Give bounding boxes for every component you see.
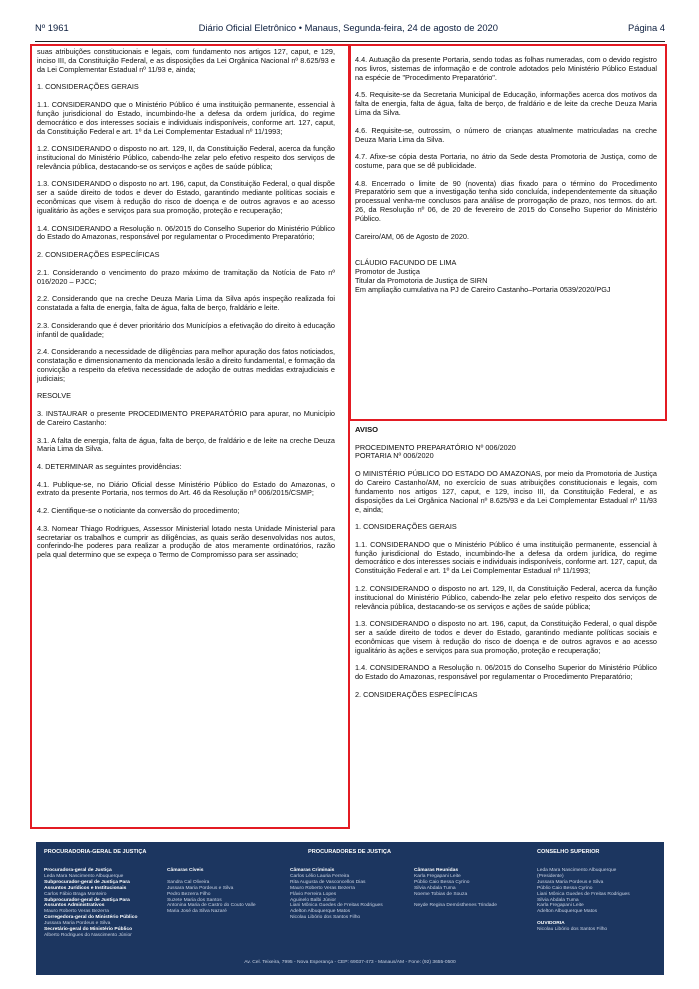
footer-list-camaras-civeis (167, 868, 287, 915)
footer-line: Adelton Albuquerque Matos (537, 909, 598, 915)
paragraph: 4.8. Encerrado o limite de 90 (noventa) dias fixado para o término do Procedimento Preparatório sem que a investigação tenha sido concluída, independentemente da situação processual venha-me conclusos para análise de prorrogação de prazo, nos termos. do art. 26, da Resolução nº 06, de 20 de fevereiro de 2015 do Conselho Superior do Ministério Público. (355, 178, 657, 223)
paragraph: 1.3. CONSIDERANDO o disposto no art. 196, caput, da Constituição Federal, o qual dispõe ser a saúde direito de todos e dever do Estado, garantindo mediante políticas sociais e econômicas que visem à redução do risco de doença e de outros agravos e ao acesso igualitário às ações e serviços para sua promoção, proteção e recuperação; (37, 179, 335, 215)
footer-line: Mauro Roberto Veras Bezerra (290, 885, 355, 891)
paragraph: 2.2. Considerando que na creche Deuza Maria Lima da Silva após inspeção realizada foi constatada a falta de energia, falta de água, falta de berço, fraldário e leite. (37, 294, 335, 313)
section-heading: 2. CONSIDERAÇÕES ESPECÍFICAS (37, 250, 160, 260)
signatory-title: Titular da Promotoria de Justiça de SIRN (355, 275, 488, 285)
footer-list-conselho (537, 868, 661, 933)
footer-line: Assuntos Administrativos (44, 903, 105, 909)
footer-line: Jussara Maria Pordeus e Silva (44, 921, 111, 927)
paragraph: 2.1. Considerando o vencimento do prazo máximo de tramitação da Notícia de Fato nº 016/2020 – PJCC; (37, 267, 335, 286)
footer-line: Silvia Abdala Tuma (414, 885, 456, 891)
footer-line: Corregedora-geral do Ministério Público (44, 915, 138, 921)
date-place: Careiro/AM, 06 de Agosto de 2020. (355, 231, 469, 241)
footer-line: Antonina Maria de Castro do Couto Valle (167, 903, 256, 909)
footer-line: OUVIDORIA (537, 921, 565, 927)
paragraph: 1.3. CONSIDERANDO o disposto no art. 196, caput, da Constituição Federal, o qual dispõe ser a saúde direito de todos e dever do Estado, garantindo mediante políticas sociais e econômicas que visem à redução do risco de doença e de outros agravos e ao acesso igualitário às ações e serviços para sua promoção, proteção e recuperação; (355, 619, 657, 655)
signatory-role: Promotor de Justiça (355, 266, 420, 276)
right-column-bottom (355, 426, 657, 709)
left-column (37, 48, 335, 569)
paragraph: 1.4. CONSIDERANDO a Resolução n. 06/2015 do Conselho Superior do Ministério Público do Estado do Amazonas, responsável por regulamentar o Procedimento Preparatório; (37, 223, 335, 242)
section-heading: RESOLVE (37, 391, 71, 401)
right-column-top (355, 56, 657, 294)
paragraph: O MINISTÉRIO PÚBLICO DO ESTADO DO AMAZONAS, por meio da Promotoria de Justiça do Careiro Castanho/AM, no exercício de suas atribuições constitucionais e legais, com fundamento nos artigos 127, caput, e 129, inciso III, da Constituição Federal, e as disposições da Lei Orgânica Nacional nº 8.625/93 e da Lei Complementar Estadual nº 11/93 e, ainda; (355, 469, 657, 514)
portaria-number: PORTARIA Nº 006/2020 (355, 451, 434, 461)
footer-line: Públio Caio Bessa Cyrino (414, 879, 470, 885)
footer-heading-procuradores: PROCURADORES DE JUSTIÇA (308, 849, 391, 855)
footer-line: Nicolau Libório dos Santos Filho (290, 915, 361, 921)
footer-line: Câmaras Reunidas (414, 868, 459, 873)
footer-line: Maria José da Silva Nazaré (167, 909, 227, 915)
footer-line: Carlos Lélio Lauria Ferreira (290, 873, 350, 879)
footer-line: Assuntos Jurídicos e Institucionais (44, 885, 127, 891)
paragraph: 1.2. CONSIDERANDO o disposto no art. 129, II, da Constituição Federal, acerca da função institucional do Ministério Público, cabendo-lhe zelar pelo efetivo respeito dos serviços de relevância pública, destacando-se os serviços e ações de saúde pública; (37, 144, 335, 171)
paragraph: 1.1. CONSIDERANDO que o Ministério Público é uma instituição permanente, essencial à função jurisdicional do Estado, incumbindo-lhe a defesa da ordem jurídica, do regime democrático e dos interesses sociais e individuais indisponíveis, conforme art. 127, caput, da Constituição Federal e art. 1º da Lei Complementar Estadual nº 11/1993; (355, 539, 657, 576)
journal-title: Diário Oficial Eletrônico • Manaus, Segunda-feira, 24 de agosto de 2020 (198, 22, 498, 33)
footer-line: Aguinelo Balbi Júnior (290, 897, 336, 903)
paragraph: suas atribuições constitucionais e legais, com fundamento nos artigos 127, caput, e 129, inciso III, da Constituição Federal, e as disposições da Lei Orgânica Nacional nº 8.625/93 e da Lei Complementar Estadual nº 11/93 e, ainda; (37, 47, 335, 74)
footer-line: Liani Mônica Guedes de Freitas Rodrigues (290, 903, 383, 909)
footer-line: Jussara Maria Pordeus e Silva (167, 885, 234, 891)
footer-line: Leda Mara Nascimento Albuquerque (537, 868, 617, 873)
paragraph: 4.2. Cientifique-se o noticiante da conversão do procedimento; (37, 506, 240, 516)
footer-line: Pedro Bezerra Filho (167, 891, 211, 897)
footer-line: Silvia Abdala Tuma (537, 897, 579, 903)
footer-line: Sandra Cal Oliveira (167, 879, 210, 885)
page-number: Página 4 (627, 22, 665, 33)
footer-heading-pgj: PROCURADORIA-GERAL DE JUSTIÇA (44, 849, 147, 855)
page-header (35, 22, 665, 42)
footer-line: Subprocurador-geral de Justiça Para (44, 879, 130, 885)
footer-line: Liani Mônica Guedes de Freitas Rodrigues (537, 891, 630, 897)
footer-line: Câmaras Cíveis (167, 868, 204, 873)
paragraph: 4.3. Nomear Thiago Rodrigues, Assessor Ministerial lotado nesta Unidade Ministerial para secretariar os trabalhos e cumprir as diligências, as quais serão desenvolvidas nos autos, conferindo-lhe poderes para realizar a produção de atos meramente ordinatórios, razão pela qual determino que se expeça o Termo de Compromisso para ser assinado; (37, 523, 335, 560)
paragraph: 4.1. Publique-se, no Diário Oficial desse Ministério Público do Estado do Amazonas, o extrato da presente Portaria, nos termos do Art. 46 da Resolução nº 006/2015/CSMP; (37, 479, 335, 498)
footer-line: Rita Augusta de Vasconcellos Dias (290, 879, 366, 885)
issue-number: Nº 1961 (35, 22, 69, 33)
signature-block (355, 259, 657, 294)
procedure-heading (355, 444, 657, 462)
footer-line: Públio Caio Bessa Cyrino (537, 885, 593, 891)
paragraph: 3.1. A falta de energia, falta de água, falta de berço, de fraldário e de leite na creche Deuza Maria Lima da Silva. (37, 435, 335, 454)
footer-list-camaras-criminais (290, 868, 414, 921)
footer-list-camaras-reunidas (414, 868, 534, 909)
footer-line: Carlos Fábio Braga Monteiro (44, 891, 107, 897)
paragraph: 2.4. Considerando a necessidade de diligências para melhor apuração dos fatos noticiados, constatação e dimensionamento da mencionada lesão a direito fundamental, e formação da convicção a respeito da efetiva necessidade de adoção de outras medidas extrajudiciais e judiciais; (37, 347, 335, 383)
aviso-heading: AVISO (355, 425, 379, 434)
signatory-appointment: Em ampliação cumulativa na PJ de Careiro Castanho–Portaria 0539/2020/PGJ (355, 284, 611, 294)
procedure-number: PROCEDIMENTO PREPARATÓRIO Nº 006/2020 (355, 442, 516, 452)
footer-line: Alberto Rodrigues do Nascimento Júnior (44, 932, 132, 938)
section-heading: 1. CONSIDERAÇÕES GERAIS (37, 82, 139, 92)
paragraph: 1.2. CONSIDERANDO o disposto no art. 129, II, da Constituição Federal, acerca da função institucional do Ministério Público, cabendo-lhe zelar pelo efetivo respeito dos serviços de relevância pública, destacando-se os serviços e ações de saúde pública; (355, 583, 657, 611)
footer-line: Nicolau Libório dos Santos Filho (537, 927, 608, 933)
paragraph: 4.6. Requisite-se, outrossim, o número de crianças atualmente matriculadas na creche Deuza Maria Lima da Silva. (355, 125, 657, 144)
footer-line: Secretário-geral do Ministério Público (44, 927, 133, 933)
footer-list-pgj (44, 868, 164, 939)
paragraph: 1.1. CONSIDERANDO que o Ministério Público é uma instituição permanente, essencial à função jurisdicional do Estado, incumbindo-lhe a defesa da ordem jurídica, do regime democrático e dos interesses sociais e individuais indisponíveis, conforme art. 127, caput, da Constituição Federal e art. 1º da Lei Complementar Estadual nº 11/1993; (37, 99, 335, 136)
signatory-name: CLÁUDIO FACUNDO DE LIMA (355, 258, 457, 268)
footer-panel (36, 842, 664, 975)
footer-heading-conselho: CONSELHO SUPERIOR (537, 849, 600, 855)
footer-line: (Presidente) (537, 873, 564, 879)
footer-line: Adelton Albuquerque Matos (290, 909, 351, 915)
paragraph: 4. DETERMINAR as seguintes providências: (37, 462, 182, 471)
footer-line: Câmaras Criminais (290, 868, 335, 873)
paragraph: 1.4. CONSIDERANDO a Resolução n. 06/2015 do Conselho Superior do Ministério Público do Estado do Amazonas, responsável por regulamentar o Procedimento Preparatório; (355, 663, 657, 682)
footer-line: Jussara Maria Pordeus e Silva (537, 879, 604, 885)
footer-line: Procuradora-geral de Justiça (44, 868, 112, 873)
footer-line: Noeme Tobias de Souza (414, 891, 468, 897)
footer-line: Neyde Regina Demósthenes Trindade (414, 903, 497, 909)
section-heading: 1. CONSIDERAÇÕES GERAIS (355, 522, 457, 532)
paragraph: 4.4. Autuação da presente Portaria, sendo todas as folhas numeradas, com o devido registro nos livros, sistemas de informação e de controle adotados pelo Ministério Público Estadual na espécie de "Procedimento Preparatório". (355, 55, 657, 82)
footer-line: Flávio Ferreira Lopes (290, 891, 337, 897)
footer-line: Mauro Roberto Veras Bezerra (44, 909, 109, 915)
paragraph: 4.5. Requisite-se da Secretaria Municipal de Educação, informações acerca dos motivos da falta de energia, falta de água, falta de berço, de fraldário e de leite da creche Deuza Maria Lima da Silva. (355, 90, 657, 118)
footer-line: Subprocurador-geral de Justiça Para (44, 897, 130, 903)
section-heading: 2. CONSIDERAÇÕES ESPECÍFICAS (355, 689, 478, 699)
footer-line: Karla Fregapani Leite (414, 873, 461, 879)
paragraph: 4.7. Afixe-se cópia desta Portaria, no átrio da Sede desta Promotoria de Justiça, como de costume, para que se dê publicidade. (355, 152, 657, 170)
footer-address: Av. Cel. Teixeira, 7995 - Nova Esperança - CEP: 69037-473 - Manaus/AM - Fone: (92) 3655-0500 (244, 960, 456, 965)
paragraph: 3. INSTAURAR o presente PROCEDIMENTO PREPARATÓRIO para apurar, no Município de Careiro Castanho: (37, 409, 335, 427)
paragraph: 2.3. Considerando que é dever prioritário dos Municípios a efetivação do direito à educação infantil de qualidade; (37, 320, 335, 339)
footer-line: Suzete Maria dos Santos (167, 897, 222, 903)
footer-line: Leda Mara Nascimento Albuquerque (44, 873, 124, 879)
footer-line: Karla Fregapani Leite (537, 903, 584, 909)
